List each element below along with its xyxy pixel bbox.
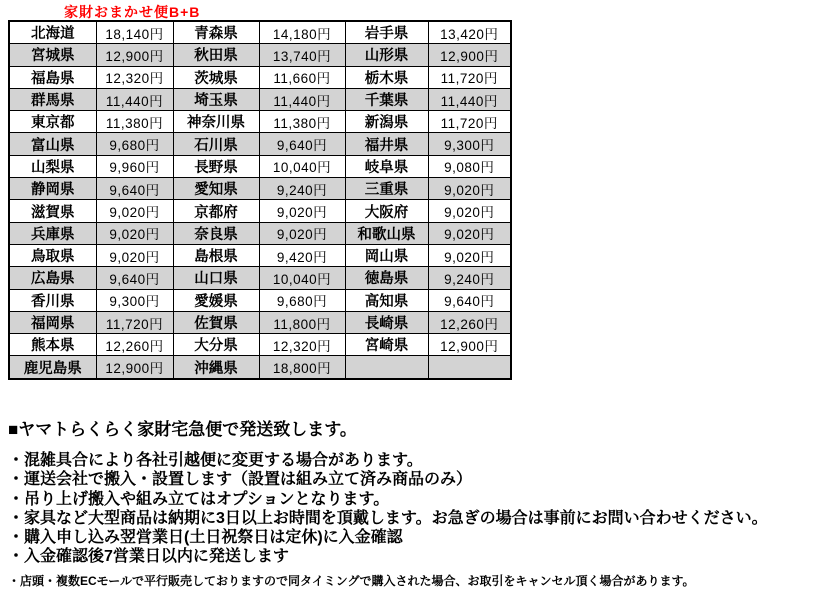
prefecture-cell: 宮城県 (9, 44, 96, 66)
fee-cell: 9,080円 (428, 155, 511, 177)
prefecture-cell: 千葉県 (345, 88, 428, 110)
fee-cell: 14,180円 (259, 21, 345, 44)
fee-cell: 11,440円 (428, 88, 511, 110)
fee-cell: 9,020円 (428, 244, 511, 266)
prefecture-cell: 香川県 (9, 289, 96, 311)
table-row (9, 311, 511, 333)
fee-cell: 11,720円 (428, 66, 511, 88)
fee-cell: 13,740円 (259, 44, 345, 66)
prefecture-cell: 佐賀県 (173, 311, 259, 333)
prefecture-cell: 神奈川県 (173, 111, 259, 133)
fee-cell: 9,640円 (96, 178, 173, 200)
prefecture-cell: 静岡県 (9, 178, 96, 200)
prefecture-cell: 三重県 (345, 178, 428, 200)
prefecture-cell: 広島県 (9, 267, 96, 289)
fee-cell: 12,900円 (428, 334, 511, 356)
prefecture-cell: 兵庫県 (9, 222, 96, 244)
fee-cell: 9,020円 (259, 200, 345, 222)
fee-cell: 18,800円 (259, 356, 345, 379)
fee-cell: 12,900円 (428, 44, 511, 66)
fee-cell: 9,960円 (96, 155, 173, 177)
note-line: ・混雑具合により各社引越便に変更する場合があります。 (8, 452, 423, 469)
fee-cell: 11,440円 (259, 88, 345, 110)
table-row (9, 356, 511, 379)
fee-cell: 9,240円 (428, 267, 511, 289)
shipping-fee-table (8, 20, 512, 380)
fee-cell: 12,900円 (96, 356, 173, 379)
prefecture-cell: 徳島県 (345, 267, 428, 289)
note-line: ・運送会社で搬入・設置します（設置は組み立て済み商品のみ） (8, 471, 473, 489)
fee-cell: 11,720円 (96, 311, 173, 333)
shipping-fee-table-body (9, 21, 511, 379)
fee-cell: 10,040円 (259, 155, 345, 177)
prefecture-cell: 鹿児島県 (9, 356, 96, 379)
fee-cell: 9,020円 (428, 200, 511, 222)
prefecture-cell: 秋田県 (173, 44, 259, 66)
notes-list (8, 451, 820, 567)
prefecture-cell: 山形県 (345, 44, 428, 66)
fee-cell: 9,680円 (96, 133, 173, 155)
prefecture-cell: 高知県 (345, 289, 428, 311)
prefecture-cell: 群馬県 (9, 88, 96, 110)
prefecture-cell: 岡山県 (345, 244, 428, 266)
prefecture-cell: 愛知県 (173, 178, 259, 200)
prefecture-cell: 石川県 (173, 133, 259, 155)
prefecture-cell: 岩手県 (345, 21, 428, 44)
notes-section (8, 415, 820, 589)
fee-cell: 9,240円 (259, 178, 345, 200)
table-row (9, 155, 511, 177)
prefecture-cell: 滋賀県 (9, 200, 96, 222)
prefecture-cell: 山口県 (173, 267, 259, 289)
prefecture-cell (345, 356, 428, 379)
fee-cell: 9,420円 (259, 244, 345, 266)
fee-cell: 12,260円 (96, 334, 173, 356)
prefecture-cell: 福井県 (345, 133, 428, 155)
table-row (9, 200, 511, 222)
table-row (9, 111, 511, 133)
table-row (9, 334, 511, 356)
prefecture-cell: 宮崎県 (345, 334, 428, 356)
table-row (9, 222, 511, 244)
fee-cell: 9,020円 (96, 222, 173, 244)
note-line: ・吊り上げ搬入や組み立てはオプションとなります。 (8, 490, 390, 508)
fee-cell: 11,380円 (259, 111, 345, 133)
fee-cell: 11,720円 (428, 111, 511, 133)
fee-cell: 9,640円 (259, 133, 345, 155)
table-row (9, 289, 511, 311)
fee-cell: 12,260円 (428, 311, 511, 333)
note-line: ・入金確認後7営業日以内に発送します (8, 548, 289, 566)
fee-cell: 10,040円 (259, 267, 345, 289)
fee-cell: 11,380円 (96, 111, 173, 133)
prefecture-cell: 岐阜県 (345, 155, 428, 177)
prefecture-cell: 埼玉県 (173, 88, 259, 110)
prefecture-cell: 福岡県 (9, 311, 96, 333)
prefecture-cell: 大分県 (173, 334, 259, 356)
fee-cell: 12,320円 (259, 334, 345, 356)
prefecture-cell: 奈良県 (173, 222, 259, 244)
prefecture-cell: 愛媛県 (173, 289, 259, 311)
fee-cell: 9,020円 (428, 222, 511, 244)
fine-print: ・店頭・複数ECモールで平行販売しておりますので同タイミングで購入された場合、お取引をキャンセル頂く場合があります。 (8, 573, 695, 588)
prefecture-cell: 島根県 (173, 244, 259, 266)
prefecture-cell: 長野県 (173, 155, 259, 177)
prefecture-cell: 茨城県 (173, 66, 259, 88)
fee-cell: 11,660円 (259, 66, 345, 88)
prefecture-cell: 青森県 (173, 21, 259, 44)
fee-cell: 11,440円 (96, 88, 173, 110)
fee-cell: 13,420円 (428, 21, 511, 44)
prefecture-cell: 熊本県 (9, 334, 96, 356)
prefecture-cell: 沖縄県 (173, 356, 259, 379)
note-line: ・購入申し込み翌営業日(土日祝祭日は定休)に入金確認 (8, 529, 403, 547)
prefecture-cell: 和歌山県 (345, 222, 428, 244)
fee-cell: 9,300円 (428, 133, 511, 155)
table-row (9, 133, 511, 155)
prefecture-cell: 長崎県 (345, 311, 428, 333)
fee-cell: 9,020円 (96, 244, 173, 266)
fee-cell: 9,640円 (96, 267, 173, 289)
prefecture-cell: 栃木県 (345, 66, 428, 88)
fee-cell: 9,020円 (259, 222, 345, 244)
table-title: 家財おまかせ便B+B (64, 4, 201, 20)
fee-cell: 12,900円 (96, 44, 173, 66)
prefecture-cell: 鳥取県 (9, 244, 96, 266)
fee-cell: 12,320円 (96, 66, 173, 88)
table-row (9, 88, 511, 110)
fee-cell: 9,680円 (259, 289, 345, 311)
prefecture-cell: 福島県 (9, 66, 96, 88)
table-row (9, 178, 511, 200)
fee-cell: 9,300円 (96, 289, 173, 311)
fee-cell: 9,640円 (428, 289, 511, 311)
prefecture-cell: 大阪府 (345, 200, 428, 222)
prefecture-cell: 富山県 (9, 133, 96, 155)
prefecture-cell: 京都府 (173, 200, 259, 222)
prefecture-cell: 山梨県 (9, 155, 96, 177)
fee-cell: 18,140円 (96, 21, 173, 44)
table-row (9, 267, 511, 289)
note-line: ・家具など大型商品は納期に3日以上お時間を頂戴します。お急ぎの場合は事前にお問い合わせください。 (8, 509, 768, 527)
fee-cell (428, 356, 511, 379)
fee-cell: 11,800円 (259, 311, 345, 333)
table-row (9, 244, 511, 266)
fee-cell: 9,020円 (96, 200, 173, 222)
prefecture-cell: 新潟県 (345, 111, 428, 133)
prefecture-cell: 北海道 (9, 21, 96, 44)
table-row (9, 44, 511, 66)
fee-cell: 9,020円 (428, 178, 511, 200)
table-row (9, 21, 511, 44)
notes-heading: ■ヤマトらくらく家財宅急便で発送致します。 (8, 420, 357, 439)
table-row (9, 66, 511, 88)
prefecture-cell: 東京都 (9, 111, 96, 133)
